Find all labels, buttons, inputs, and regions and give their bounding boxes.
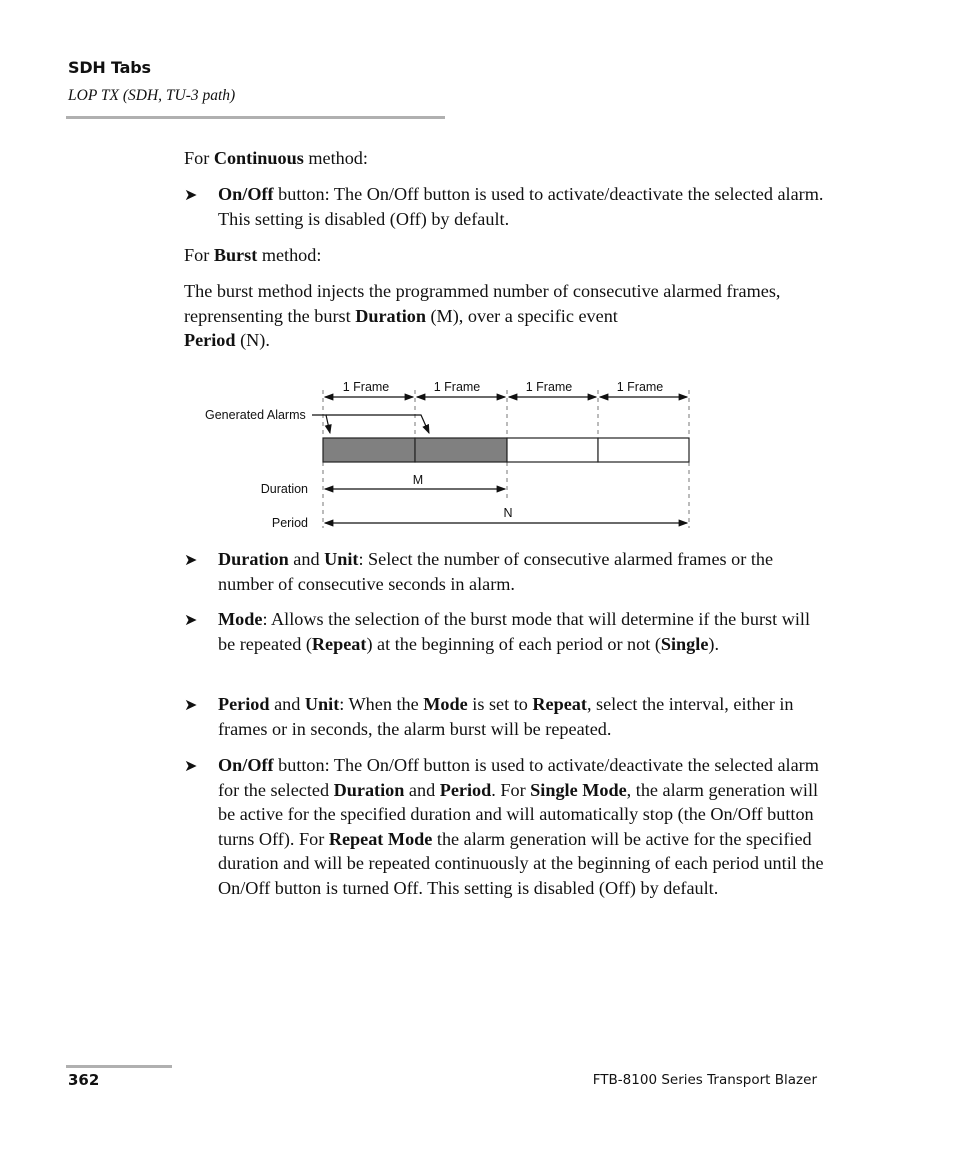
- frame-label: 1 Frame: [525, 380, 573, 394]
- bullet-continuous-onoff: [184, 182, 824, 231]
- generated-alarms-label: Generated Alarms: [205, 408, 306, 422]
- intro-text: method:: [257, 245, 322, 265]
- bullet-body: the alarm generation will be active for the specified duration and will be repeated continuously at the beginning of each period until the On/Off button is turned Off. This setting is disabled (Off) by default.: [218, 828, 824, 898]
- duration-label: Duration: [260, 482, 308, 496]
- bullet-text: [218, 753, 824, 901]
- bullet-body: ) at the beginning of each period or not (: [366, 633, 661, 654]
- bold-term: On/Off: [218, 755, 274, 775]
- bullet-duration-unit: [184, 547, 824, 596]
- bullet-body: button: The On/Off button is used to activate/deactivate the selected alarm for the selected: [218, 755, 819, 800]
- arrow-bullet-icon: ➤: [184, 550, 198, 569]
- bullet-mode: [184, 607, 824, 656]
- bullet-text: [218, 547, 824, 596]
- header-divider: [66, 116, 445, 119]
- bold-term: Repeat Mode: [328, 828, 433, 849]
- bullet-period-unit: [184, 692, 824, 741]
- period-symbol: N: [503, 506, 513, 520]
- frame-label: 1 Frame: [433, 380, 481, 394]
- para-text: (M), over a specific event: [425, 305, 618, 326]
- bullet-body: and: [269, 694, 305, 714]
- intro-text: method:: [303, 148, 368, 168]
- intro-text: For: [184, 148, 214, 168]
- arrow-bullet-icon: ➤: [184, 756, 198, 775]
- bold-term: Mode: [218, 609, 263, 629]
- bold-term: Duration: [218, 549, 289, 569]
- bold-term: Repeat: [311, 633, 367, 654]
- normal-frame: [507, 438, 598, 462]
- normal-frame: [598, 438, 689, 462]
- bullet-text: [218, 607, 824, 656]
- bullet-body: : Allows the selection of the burst mode that will determine if the burst will be repeated (: [218, 609, 810, 654]
- bullet-body: is set to: [467, 694, 533, 714]
- bullet-body: , the alarm generation will be active for the specified duration and will automatically stop (the On/Off button turns Off). For: [218, 779, 819, 849]
- bold-term: Repeat: [532, 694, 587, 714]
- bullet-body: : Select the number of consecutive alarmed frames or the number of consecutive seconds in alarm.: [218, 549, 774, 594]
- burst-intro: [184, 243, 824, 268]
- bold-term: Single Mode: [530, 779, 627, 800]
- alarmed-frame: [415, 438, 507, 462]
- arrow-bullet-icon: ➤: [184, 185, 198, 204]
- alarmed-frame: [323, 438, 415, 462]
- footer-product-name: FTB-8100 Series Transport Blazer: [592, 1072, 817, 1088]
- duration-symbol: M: [412, 473, 424, 487]
- bold-term: Single: [660, 633, 709, 654]
- bullet-body: and: [404, 779, 440, 800]
- bold-term: Period: [184, 330, 236, 351]
- continuous-intro: [184, 146, 824, 171]
- bullet-burst-onoff: [184, 753, 824, 901]
- bullet-text: [218, 182, 824, 231]
- bold-term: Period: [218, 694, 270, 714]
- section-title: SDH Tabs: [68, 58, 151, 77]
- period-label: Period: [271, 516, 308, 530]
- page-number: 362: [68, 1071, 100, 1089]
- bold-term: Duration: [355, 305, 426, 326]
- burst-timing-diagram: [200, 372, 700, 534]
- bullet-body: button: The On/Off button is used to activate/deactivate the selected alarm. This setting is disabled (Off) by default.: [218, 184, 824, 229]
- frame-label: 1 Frame: [342, 380, 390, 394]
- bullet-text: [218, 692, 824, 741]
- bold-term: On/Off: [218, 184, 274, 204]
- intro-bold: Burst: [213, 245, 258, 265]
- footer-divider: [66, 1065, 172, 1068]
- bold-term: Period: [439, 779, 492, 800]
- bullet-body: , select the interval, either in frames or in seconds, the alarm burst will be repeated.: [218, 694, 794, 739]
- bold-term: Unit: [304, 694, 340, 714]
- para-text: (N).: [235, 330, 270, 351]
- bold-term: Mode: [423, 694, 468, 714]
- arrow-bullet-icon: ➤: [184, 610, 198, 629]
- burst-paragraph: [184, 279, 824, 353]
- bullet-body: . For: [491, 779, 531, 800]
- section-subtitle: LOP TX (SDH, TU-3 path): [68, 87, 236, 104]
- bullet-body: and: [288, 549, 325, 569]
- bullet-body: ).: [708, 633, 720, 654]
- para-text: The burst method injects the programmed number of consecutive alarmed frames, reprensenting the burst: [184, 281, 781, 326]
- bold-term: Unit: [324, 549, 359, 569]
- arrow-bullet-icon: ➤: [184, 695, 198, 714]
- frame-label: 1 Frame: [616, 380, 664, 394]
- intro-text: For: [184, 245, 214, 265]
- intro-bold: Continuous: [213, 148, 304, 168]
- bullet-body: : When the: [339, 694, 424, 714]
- bold-term: Duration: [333, 779, 405, 800]
